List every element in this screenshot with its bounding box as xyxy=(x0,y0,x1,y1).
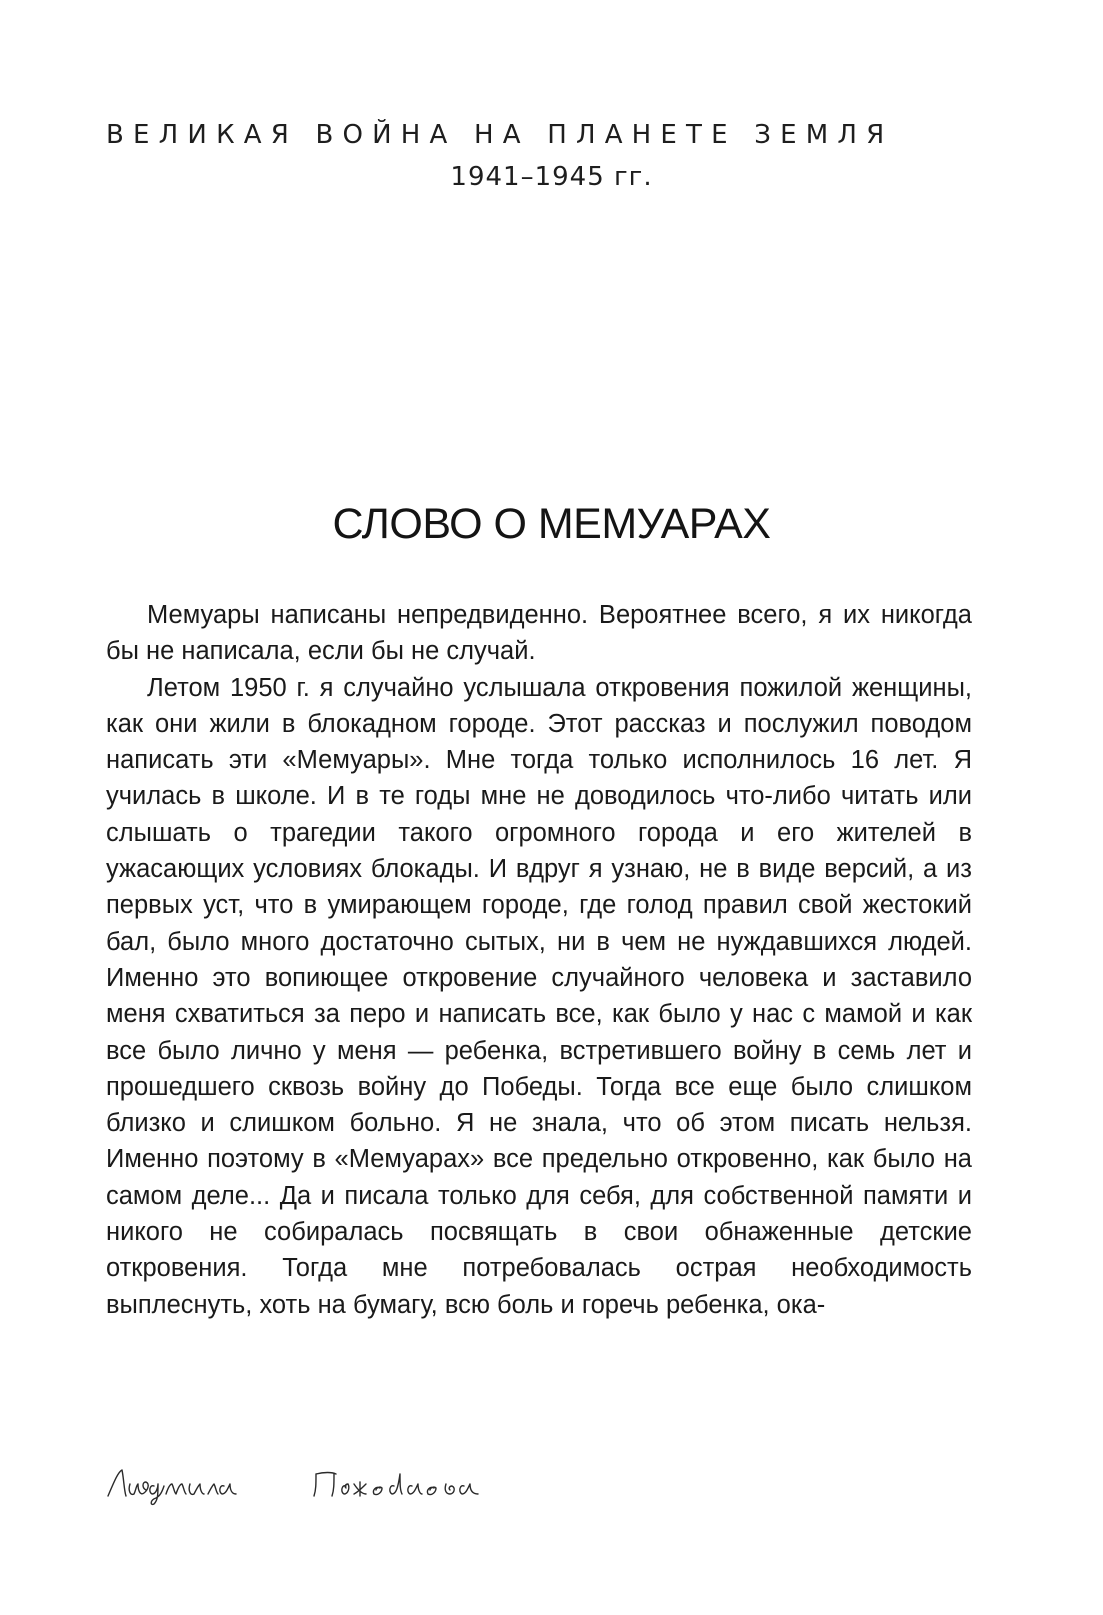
author-signature xyxy=(104,1460,534,1516)
body-text xyxy=(106,597,972,1323)
chapter-title: СЛОВО О МЕМУАРАХ xyxy=(332,500,771,548)
series-title: ВЕЛИКАЯ ВОЙНА НА ПЛАНЕТЕ ЗЕМЛЯ xyxy=(106,120,894,150)
signature-image xyxy=(104,1460,534,1516)
series-years: 1941–1945 гг. xyxy=(450,162,653,192)
body-paragraph: Мемуары написаны непредвиденно. Вероятнее всего, я их никогда бы не написала, если бы не случай. xyxy=(106,601,972,666)
body-paragraph: Летом 1950 г. я случайно услышала откровения пожилой женщины, как они жили в блокадном городе. Этот рассказ и послужил поводом написать эти «Мемуары». Мне тогда только исполнилось 16 лет. Я училась в школе. И в те годы мне не доводилось что-либо читать или слышать о трагедии такого огромного города и его жителей в ужасающих условиях блокады. И вдруг я узнаю, не в виде версий, а из первых уст, что в умирающем городе, где голод правил свой жестокий бал, было много достаточно сытых, ни в чем не нуждавшихся людей. Именно это вопиющее откровение случайного человека и заставило меня схватиться за перо и написать все, как было у нас с мамой и как все было лично у меня — ребенка, встретившего войну в семь лет и прошедшего сквозь войну до Победы. Тогда все еще было слишком близко и слишком больно. Я не знала, что об этом писать нельзя. Именно поэтому в «Мемуарах» все предельно откровенно, как было на самом деле... Да и писала только для себя, для собственной памяти и никого не собиралась посвящать в свои обнаженные детские откровения. Тогда мне потребовалась острая необходимость выплеснуть, хоть на бумагу, всю боль и горечь ребенка, ока- xyxy=(106,673,972,1319)
